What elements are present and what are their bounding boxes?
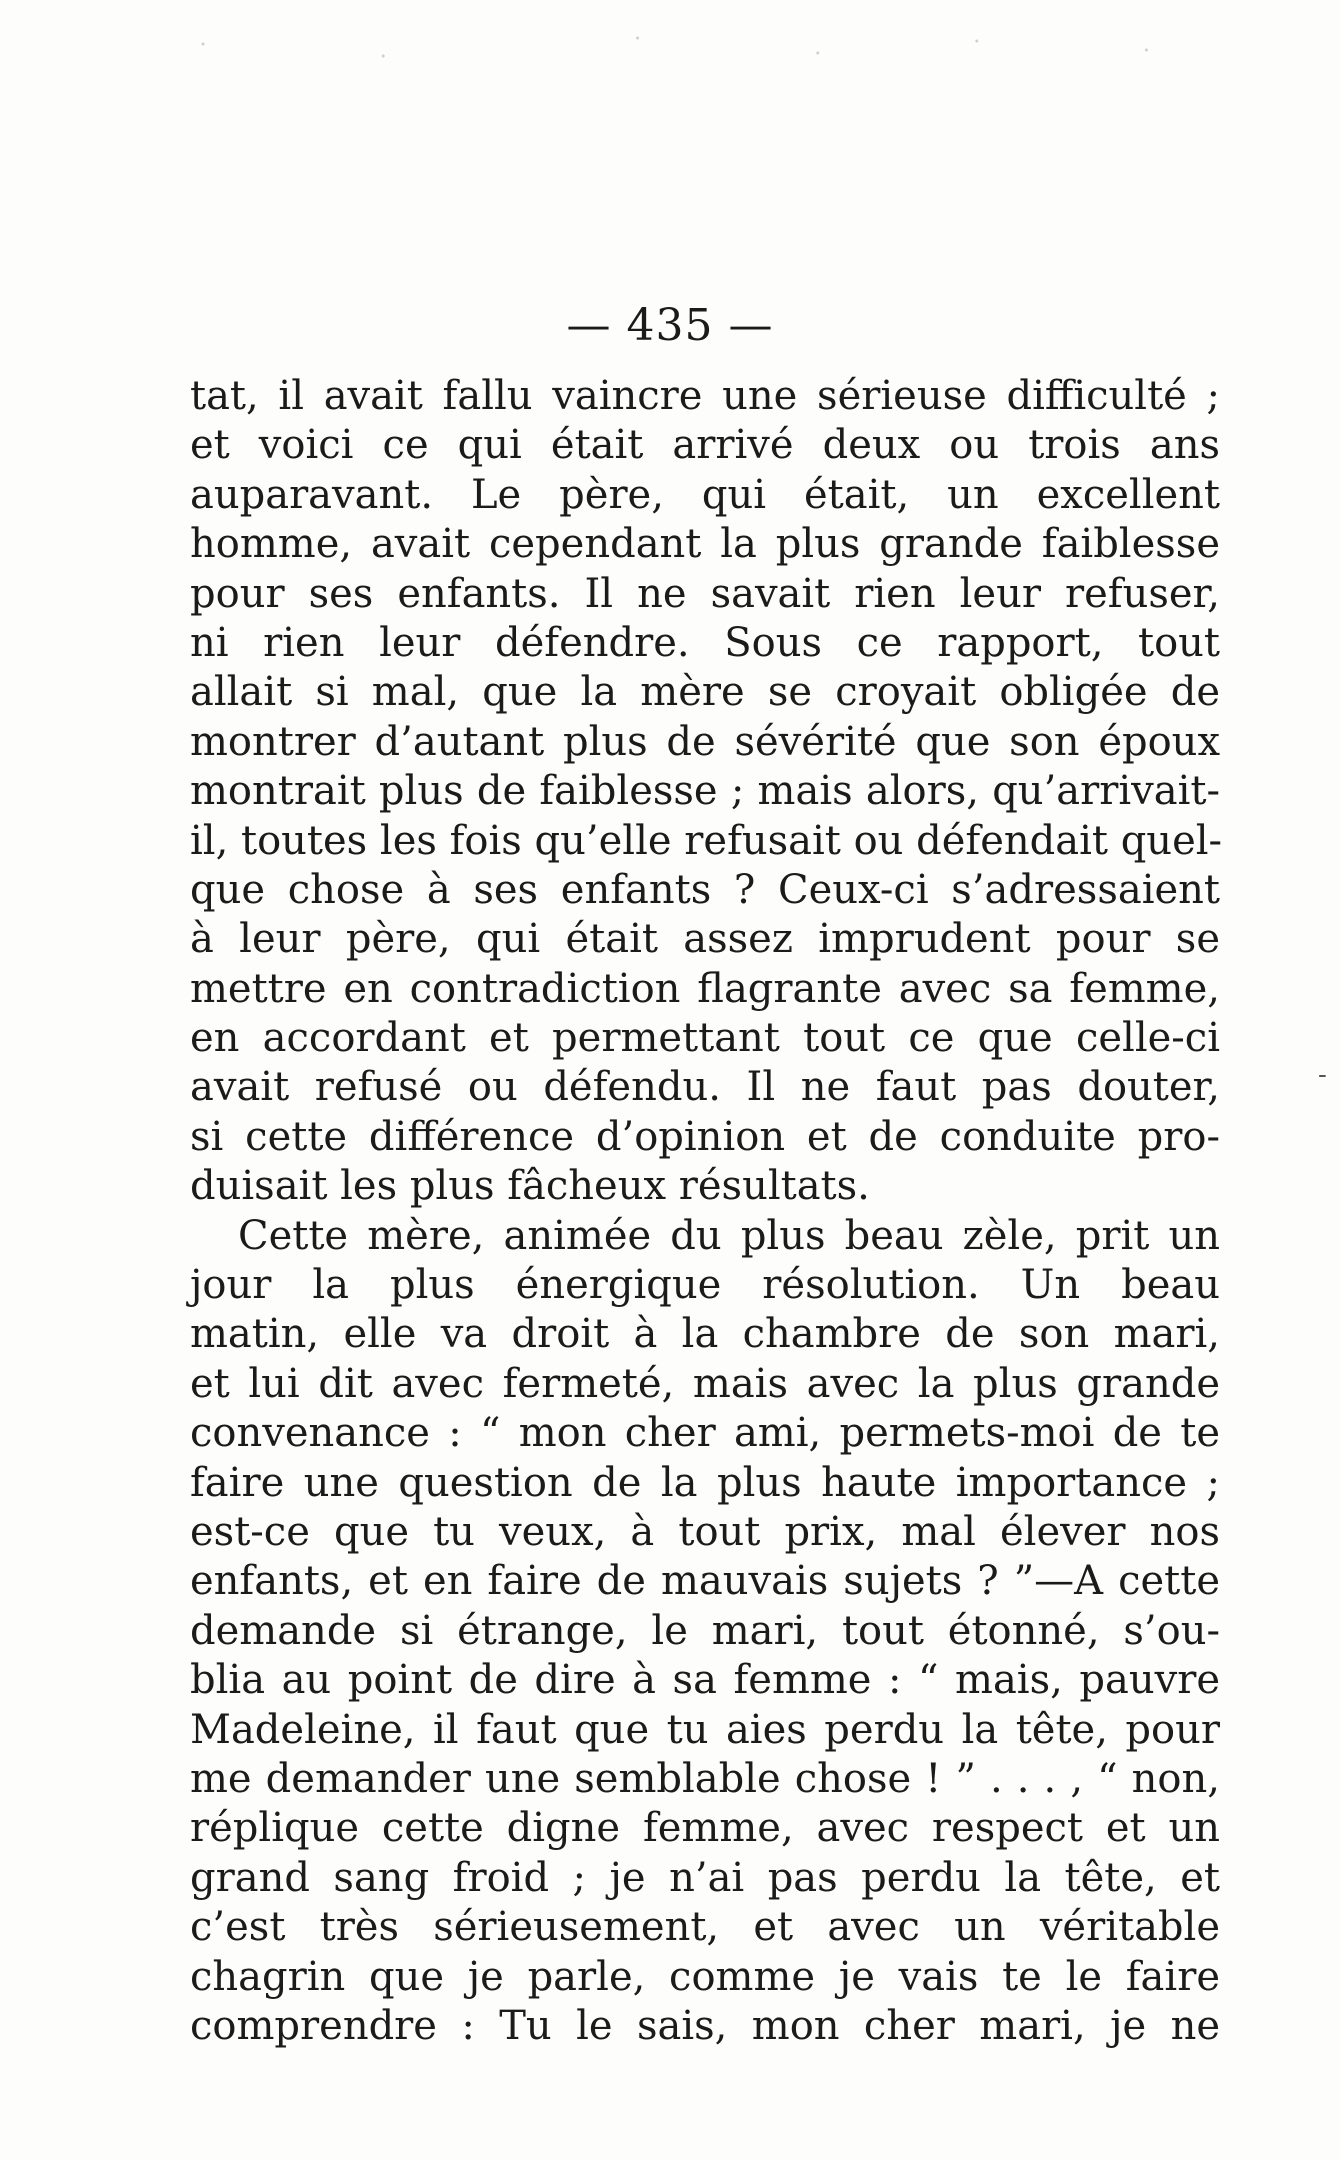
text-line: c’est très sérieusement, et avec un véritable [190,1904,1220,1951]
text-line: comprendre : Tu le sais, mon cher mari, je ne [190,2002,1220,2049]
text-line: auparavant. Le père, qui était, un excellent [190,471,1220,518]
text-line: chagrin que je parle, comme je vais te le faire [190,1953,1220,2000]
text-line: grand sang froid ; je n’ai pas perdu la tête, et [190,1854,1220,1901]
text-line: et lui dit avec fermeté, mais avec la plus grande [190,1360,1220,1407]
text-line: mettre en contradiction flagrante avec sa femme, [190,965,1220,1012]
text-line: si cette différence d’opinion et de conduite pro- [190,1113,1220,1160]
text-line: me demander une semblable chose ! ” . . . , “ non, [190,1755,1220,1802]
paragraph-start-line: Cette mère, animée du plus beau zèle, prit un [238,1212,1220,1259]
paragraph-end-line: duisait les plus fâcheux résultats. [190,1163,870,1210]
text-line: pour ses enfants. Il ne savait rien leur refuser, [190,570,1220,617]
text-line: réplique cette digne femme, avec respect et un [190,1805,1220,1852]
text-line: faire une question de la plus haute importance ; [190,1459,1220,1506]
text-line: jour la plus énergique résolution. Un beau [190,1262,1220,1309]
print-specks [150,20,1210,80]
text-line: et voici ce qui était arrivé deux ou trois ans [190,422,1220,469]
text-line: que chose à ses enfants ? Ceux-ci s’adressaient [190,866,1220,913]
text-line: Madeleine, il faut que tu aies perdu la tête, pour [190,1706,1220,1753]
text-line: montrer d’autant plus de sévérité que son époux [190,718,1220,765]
text-line: ni rien leur défendre. Sous ce rapport, tout [190,619,1220,666]
text-line: matin, elle va droit à la chambre de son mari, [190,1311,1220,1358]
page-number: — 435 — [566,300,774,351]
text-line: demande si étrange, le mari, tout étonné, s’ou- [190,1607,1220,1654]
text-line: à leur père, qui était assez imprudent pour se [190,916,1220,963]
text-line: blia au point de dire à sa femme : “ mais, pauvre [190,1657,1220,1704]
text-line: montrait plus de faiblesse ; mais alors, qu’arrivait- [190,768,1220,815]
text-line: enfants, et en faire de mauvais sujets ? ”—A cette [190,1558,1220,1605]
text-line: est-ce que tu veux, à tout prix, mal élever nos [190,1508,1220,1555]
text-line: convenance : “ mon cher ami, permets-moi de te [190,1410,1220,1457]
text-line: il, toutes les fois qu’elle refusait ou défendait quel- [190,817,1223,864]
text-line: tat, il avait fallu vaincre une sérieuse difficulté ; [190,373,1220,419]
text-line: homme, avait cependant la plus grande faiblesse [190,521,1220,568]
text-line: allait si mal, que la mère se croyait obligée de [190,669,1220,716]
body-text [190,372,1223,2051]
text-line: avait refusé ou défendu. Il ne faut pas douter, [190,1064,1220,1111]
margin-mark: - [1318,1060,1327,1090]
text-line: en accordant et permettant tout ce que celle-ci [190,1015,1220,1062]
